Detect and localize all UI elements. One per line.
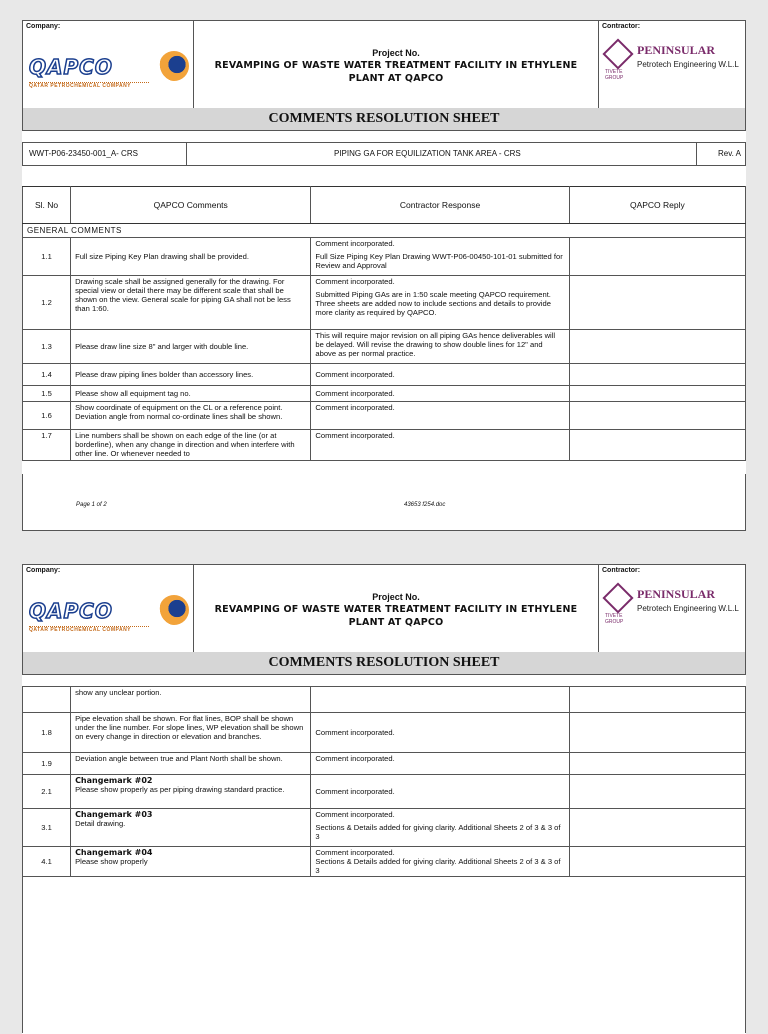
- table-row: 1.7 Line numbers shall be shown on each edge of the line (or at borderline), when any change in direction and when interfere with other line. Or whenever needed to Comment incorporated.: [23, 430, 746, 461]
- table-row: 1.5 Please show all equipment tag no. Comment incorporated.: [23, 386, 746, 402]
- table-row: 1.4 Please draw piping lines bolder than accessory lines. Comment incorporated.: [23, 364, 746, 386]
- project-name: REVAMPING OF WASTE WATER TREATMENT FACILITY IN ETHYLENE PLANT AT QAPCO: [214, 604, 578, 628]
- table-row: 3.1 Changemark #03 Detail drawing. Comment incorporated. Sections & Details added for giving clarity. Additional Sheets 2 of 3 & 3 of 3: [23, 809, 746, 847]
- peninsular-logo-icon: TIVETE GROUP: [605, 585, 629, 621]
- document-title: PIPING GA FOR EQUILIZATION TANK AREA - CRS: [334, 149, 521, 158]
- page-2: [22, 564, 746, 1034]
- sheet-title: COMMENTS RESOLUTION SHEET: [22, 652, 746, 675]
- table-row: 1.9 Deviation angle between true and Plant North shall be shown. Comment incorporated.: [23, 753, 746, 775]
- qapco-logo: QAPCO QATAR PETROCHEMICAL COMPANY: [29, 55, 189, 95]
- contractor-name: PENINSULAR: [637, 43, 716, 57]
- project-cell: [194, 21, 599, 109]
- table-row: 2.1 Changemark #02 Please show properly as per piping drawing standard practice. Comment incorporated.: [23, 775, 746, 809]
- contractor-label: Contractor:: [602, 567, 641, 574]
- table-row: 1.8 Pipe elevation shall be shown. For flat lines, BOP shall be shown under the line number. For slope lines, WP elevation shall be shown on every change in direction or elevation and branches. Comment incorporated.: [23, 713, 746, 753]
- contractor-subtitle: Petrotech Engineering W.L.L: [637, 60, 739, 69]
- column-header: QAPCO Comments: [71, 187, 311, 224]
- column-header: Sl. No: [23, 187, 71, 224]
- section-row: [23, 224, 746, 238]
- table-row: show any unclear portion.: [23, 687, 746, 713]
- table-row: 1.2 Drawing scale shall be assigned generally for the drawing. For special view or detail there may be different scale that shall be shown on the view. General scale for piping GA shall not be less than 1:60. Comment incorporated. Submitted Piping GAs are in 1:50 scale meeting QAPCO requirement. Three sheets are added now to include sections and details to provide more clarity as required by QAPCO.: [23, 276, 746, 330]
- changemark-label: Changemark #04: [75, 848, 153, 857]
- company-cell: [23, 21, 194, 109]
- contractor-subtitle: Petrotech Engineering W.L.L: [637, 604, 739, 613]
- sheet-title: COMMENTS RESOLUTION SHEET: [22, 108, 746, 131]
- contractor-cell: [599, 21, 745, 109]
- footer-filename: 43653 f254.doc: [404, 502, 446, 508]
- qapco-logo: QAPCO QATAR PETROCHEMICAL COMPANY: [29, 599, 189, 639]
- document-number: WWT-P06-23450-001_A- CRS: [29, 149, 138, 158]
- contractor-cell: [599, 565, 745, 653]
- contractor-name: PENINSULAR: [637, 587, 716, 601]
- changemark-label: Changemark #03: [75, 810, 153, 819]
- table-header-row: [23, 187, 746, 224]
- table-row: 4.1 Changemark #04 Please show properly Comment incorporated. Sections & Details added for giving clarity. Additional Sheets 2 of 3 & 3 of 3: [23, 847, 746, 877]
- comments-table-page1: [22, 186, 746, 461]
- project-label: Project No.: [372, 592, 420, 602]
- footer-page-number: Page 1 of 2: [76, 502, 107, 508]
- table-row: 1.1 Full size Piping Key Plan drawing shall be provided. Comment incorporated. Full Size Piping Key Plan Drawing WWT-P06-00450-101-01 submitted for Review and Approval: [23, 238, 746, 276]
- peninsular-logo-icon: TIVETE GROUP: [605, 41, 629, 77]
- column-header: QAPCO Reply: [569, 187, 745, 224]
- company-cell: [23, 565, 194, 653]
- table-row: 1.3 Please draw line size 8" and larger with double line. This will require major revision on all piping GAs hence deliverables will be delayed. Will revise the drawing to show double lines for 12" and above as per normal practice.: [23, 330, 746, 364]
- page-1: [22, 20, 746, 530]
- project-label: Project No.: [372, 48, 420, 58]
- contractor-label: Contractor:: [602, 23, 641, 30]
- qapco-swirl-icon: [159, 51, 189, 81]
- qapco-swirl-icon: [159, 595, 189, 625]
- table-row: 1.6 Show coordinate of equipment on the CL or a reference point. Deviation angle from normal co-ordinate lines shall be shown. Comment incorporated.: [23, 402, 746, 430]
- section-general-comments: GENERAL COMMENTS: [23, 224, 746, 238]
- comments-table-page2: [22, 686, 746, 877]
- sheet-header: [22, 20, 746, 110]
- project-name: REVAMPING OF WASTE WATER TREATMENT FACILITY IN ETHYLENE PLANT AT QAPCO: [214, 60, 578, 84]
- company-label: Company:: [26, 567, 61, 574]
- document-info-row: [22, 142, 746, 166]
- company-label: Company:: [26, 23, 61, 30]
- column-header: Contractor Response: [311, 187, 569, 224]
- project-cell: [194, 565, 599, 653]
- sheet-header: [22, 564, 746, 654]
- changemark-label: Changemark #02: [75, 776, 153, 785]
- document-revision: Rev. A: [718, 149, 741, 158]
